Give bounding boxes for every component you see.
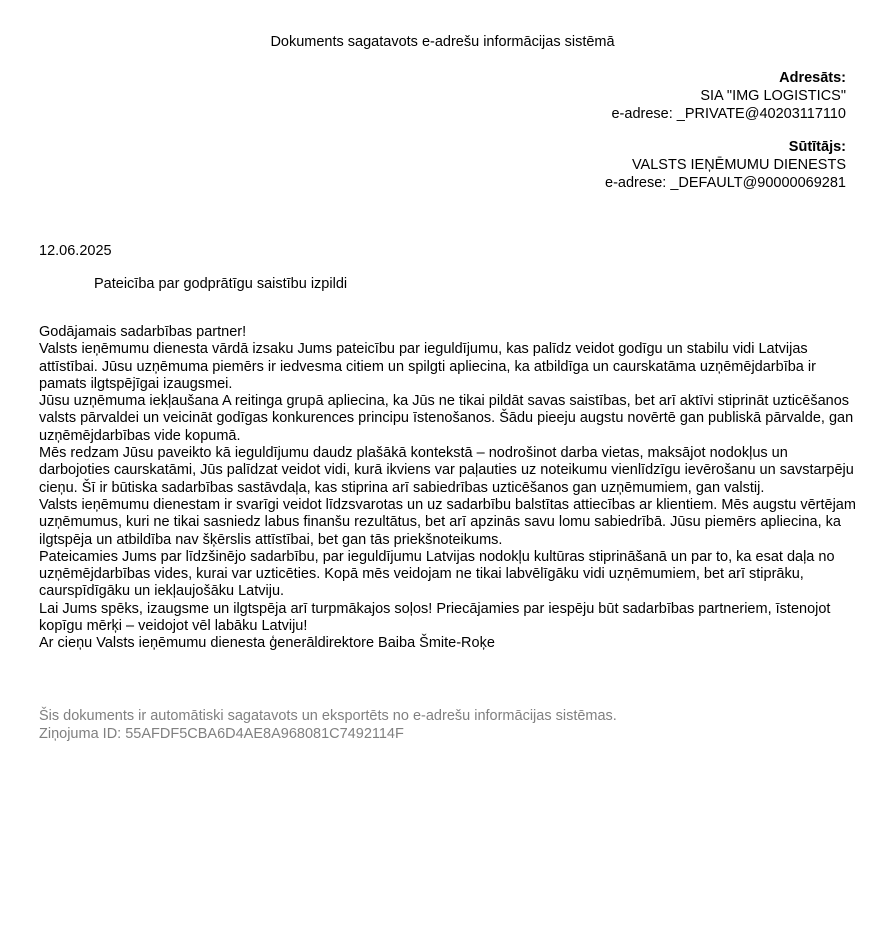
sender-name: VALSTS IEŅĒMUMU DIENESTS [631,157,846,173]
closing-signature: Ar cieņu Valsts ieņēmumu dienesta ģenerāldirektore Baiba Šmite-Roķe [39,635,495,652]
body-paragraph: Valsts ieņēmumu dienestam ir svarīgi veidot līdzsvarotas un uz sadarbību balstītas attiecības ar klientiem. Mēs augstu vērtējam uzņēmumus, kuri ne tikai sasniedz labus finanšu rezultātus, bet arī apzinās savu lomu sabiedrībā. Jūsu piemērs apliecina, ka ilgtspēja un atbildība nav šķērslis attīstībai, bet gan tās priekšnoteikums. [39,496,856,548]
document-subject: Pateicība par godprātīgu saistību izpildi [94,276,348,292]
sender-label: Sūtītājs: [788,139,846,155]
document-header: Dokuments sagatavots e-adrešu informācijas sistēmā [270,34,615,50]
letter-body [39,324,859,653]
body-paragraph: Lai Jums spēks, izaugsme un ilgtspēja arī turpmākajos soļos! Priecājamies par iespēju būt sadarbības partneriem, īstenojot kopīgu mērķi – veidojot vēl labāku Latviju! [39,600,831,635]
recipient-block [611,69,846,123]
body-paragraph: Jūsu uzņēmuma iekļaušana A reitinga grupā apliecina, ka Jūs ne tikai pildāt savas saistības, bet arī aktīvi stiprināt uzticēšanos valsts pārvaldei un veicināt godīgas konkurences principu īstenošanos. Šādu pieeju augstu novērtē gan publiskā pārvalde, gan uzņēmējdarbības vide kopumā. [39,393,854,444]
sender-e-address: e-adrese: _DEFAULT@90000069281 [605,175,846,191]
body-paragraph: Valsts ieņēmumu dienesta vārdā izsaku Jums pateicību par ieguldījumu, kas palīdz veidot godīgu un stabilu vidi Latvijas attīstībai. Jūsu uzņēmuma piemērs ir iedvesma citiem un spilgti apliecina, ka atbildīga un caurskatāma uzņēmējdarbība ir pamats ilgtspējīgai izaugsmei. [39,341,816,392]
body-paragraph: Mēs redzam Jūsu paveikto kā ieguldījumu daudz plašākā kontekstā – nodrošinot darba vietas, maksājot nodokļus un darbojoties caurskatāmi, Jūs palīdzat veidot vidi, kurā ikviens var paļauties uz noteikumu vienlīdzīgu ievērošanu un savstarpēju cieņu. Šī ir būtiska sadarbības sastāvdaļa, kas stiprina arī sabiedrības uzticēšanos gan uzņēmumiem, gan valstij. [39,445,854,496]
greeting: Godājamais sadarbības partner! [39,324,247,340]
sender-block [605,138,846,192]
message-id: Ziņojuma ID: 55AFDF5CBA6D4AE8A968081C7492114F [39,726,404,742]
recipient-label: Adresāts: [779,70,846,86]
recipient-name: SIA "IMG LOGISTICS" [700,88,846,104]
footer-note: Šis dokuments ir automātiski sagatavots un eksportēts no e-adrešu informācijas sistēmas. [39,708,617,724]
document-footer [39,707,617,743]
recipient-e-address: e-adrese: _PRIVATE@40203117110 [611,106,846,122]
body-paragraph: Pateicamies Jums par līdzšinējo sadarbību, par ieguldījumu Latvijas nodokļu kultūras stiprināšanā un par to, ka esat daļa no uzņēmējdarbības vides, kurai var uzticēties. Kopā mēs veidojam ne tikai labvēlīgāku vidi uzņēmumiem, bet arī stiprāku, caurspīdīgāku un iekļaujošāku Latviju. [39,548,835,600]
document-date: 12.06.2025 [39,243,112,259]
